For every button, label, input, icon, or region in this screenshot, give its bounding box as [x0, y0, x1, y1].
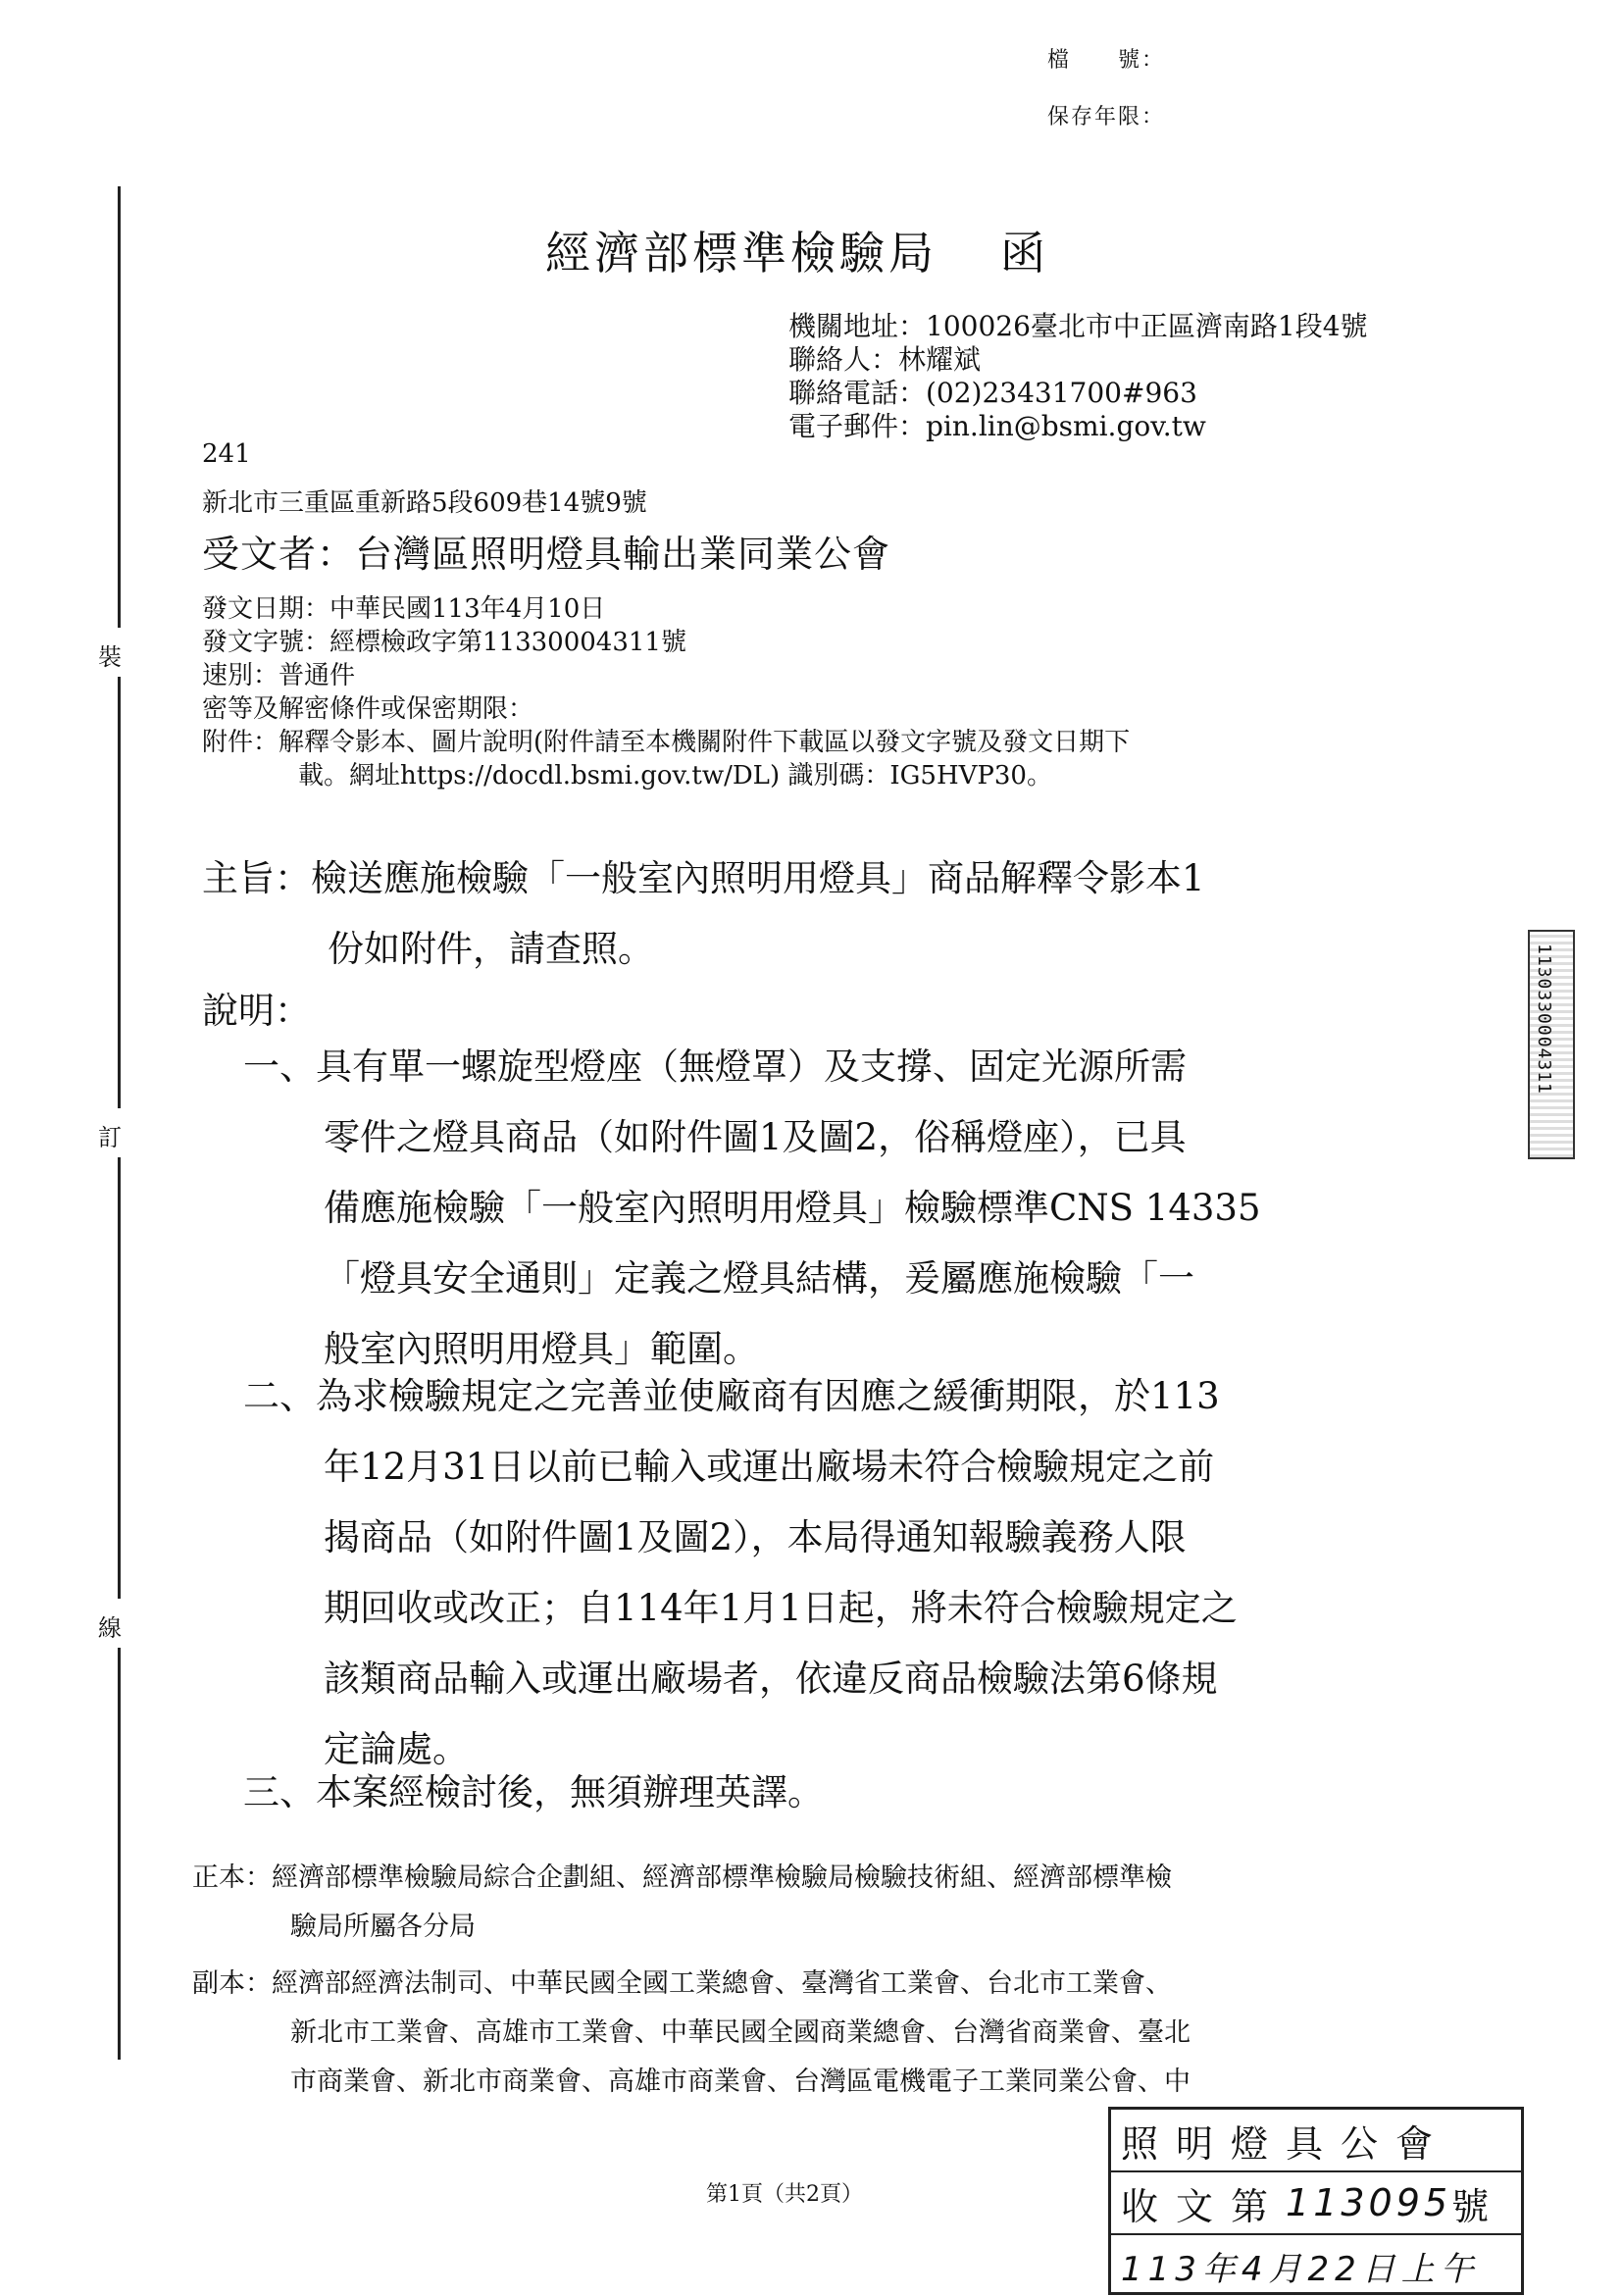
explanation-line: 般室內照明用燈具」範圍。 — [324, 1328, 759, 1370]
document-number: 發文字號：經標檢政字第11330004311號 — [202, 628, 686, 657]
subject-line-2: 份如附件，請查照。 — [328, 928, 654, 970]
distribution-original — [192, 1854, 1172, 1952]
original-line-1: 正本：經濟部標準檢驗局綜合企劃組、經濟部標準檢驗局檢驗技術組、經濟部標準檢 — [192, 1862, 1172, 1893]
explanation-line: 一、具有單一螺旋型燈座（無燈罩）及支撐、固定光源所需 — [243, 1046, 1187, 1088]
explanation-line: 三、本案經檢討後，無須辦理英譯。 — [243, 1771, 824, 1813]
binding-char-xian: 線 — [98, 1614, 122, 1642]
agency-address: 機關地址：100026臺北市中正區濟南路1段4號 — [788, 310, 1368, 342]
issue-date: 發文日期：中華民國113年4月10日 — [202, 594, 606, 624]
explanation-label: 說明： — [202, 990, 311, 1032]
explanation-item-2 — [243, 1361, 1238, 1785]
stamp-receipt-number: 113095 — [1286, 2181, 1452, 2224]
contact-phone: 聯絡電話：(02)23431700#963 — [788, 377, 1197, 409]
file-number-label: 檔 號： — [1047, 48, 1166, 73]
side-tag-number: 1130330004311 — [1534, 944, 1554, 1095]
mailing-address: 新北市三重區重新路5段609巷14號9號 — [202, 488, 647, 518]
copy-line-2: 新北市工業會、高雄市工業會、中華民國全國商業總會、台灣省商業會、臺北 — [290, 2017, 1191, 2048]
explanation-line: 期回收或改正；自114年1月1日起，將未符合檢驗規定之 — [324, 1587, 1238, 1629]
original-line-2: 驗局所屬各分局 — [290, 1912, 476, 1942]
stamp-receipt-prefix: 收文第 — [1121, 2184, 1287, 2228]
explanation-line: 該類商品輸入或運出廠場者，依違反商品檢驗法第6條規 — [324, 1658, 1218, 1700]
binding-line-lower — [118, 1157, 121, 1599]
retention-label: 保存年限： — [1047, 105, 1166, 129]
copy-line-3: 市商業會、新北市商業會、高雄市商業會、台灣區電機電子工業同業公會、中 — [290, 2066, 1191, 2097]
secrecy-level: 密等及解密條件或保密期限： — [202, 694, 534, 724]
document-title — [545, 218, 1049, 282]
binding-line-middle — [118, 677, 121, 1108]
agency-name: 經濟部標準檢驗局 — [545, 227, 938, 280]
document-meta — [202, 592, 1130, 792]
stamp-receipt-suffix: 號 — [1451, 2184, 1507, 2228]
explanation-item-1 — [243, 1032, 1261, 1385]
explanation-line: 揭商品（如附件圖1及圖2），本局得通知報驗義務人限 — [324, 1516, 1187, 1558]
explanation-line: 備應施檢驗「一般室內照明用燈具」檢驗標準CNS 14335 — [324, 1187, 1261, 1229]
explanation-line: 定論處。 — [324, 1728, 469, 1770]
binding-line-bottom — [118, 1648, 121, 2060]
subject-line-1: 主旨：檢送應施檢驗「一般室內照明用燈具」商品解釋令影本1 — [202, 857, 1205, 899]
explanation-line: 「燈具安全通則」定義之燈具結構，爰屬應施檢驗「一 — [324, 1257, 1194, 1300]
stamp-receipt-row — [1111, 2172, 1521, 2235]
delivery-speed: 速別：普通件 — [202, 661, 356, 690]
explanation-line: 二、為求檢驗規定之完善並使廠商有因應之緩衝期限，於113 — [243, 1375, 1220, 1417]
receipt-stamp — [1108, 2107, 1524, 2295]
copy-line-1: 副本：經濟部經濟法制司、中華民國全國工業總會、臺灣省工業會、台北市工業會、 — [192, 1968, 1172, 1999]
explanation-line: 年12月31日以前已輸入或運出廠場未符合檢驗規定之前 — [324, 1446, 1215, 1488]
binding-line-top — [118, 186, 121, 628]
recipient: 受文者：台灣區照明燈具輸出業同業公會 — [202, 533, 891, 576]
attachment-line-1: 附件：解釋令影本、圖片說明(附件請至本機關附件下載區以發文字號及發文日期下 — [202, 728, 1131, 757]
contact-person: 聯絡人：林耀斌 — [788, 343, 982, 376]
page-number: 第1頁（共2頁） — [706, 2182, 863, 2207]
document-type: 函 — [1000, 227, 1049, 280]
mailing-zip: 241 — [202, 439, 251, 469]
contact-email: 電子郵件：pin.lin@bsmi.gov.tw — [788, 410, 1206, 442]
binding-char-zhuang: 裝 — [98, 643, 122, 671]
distribution-copy — [192, 1960, 1191, 2107]
explanation-line: 零件之燈具商品（如附件圖1及圖2，俗稱燈座），已具 — [324, 1116, 1187, 1158]
contact-block — [788, 310, 1368, 443]
subject — [202, 843, 1205, 985]
explanation-item-3 — [243, 1758, 824, 1828]
attachment-line-2: 載。網址https://docdl.bsmi.gov.tw/DL) 識別碼：IG5HVP30。 — [298, 761, 1052, 791]
stamp-date: 113年4月22日上午 — [1121, 2249, 1480, 2289]
stamp-org: 照明燈具公會 — [1111, 2110, 1521, 2172]
binding-char-ding: 訂 — [98, 1124, 122, 1151]
